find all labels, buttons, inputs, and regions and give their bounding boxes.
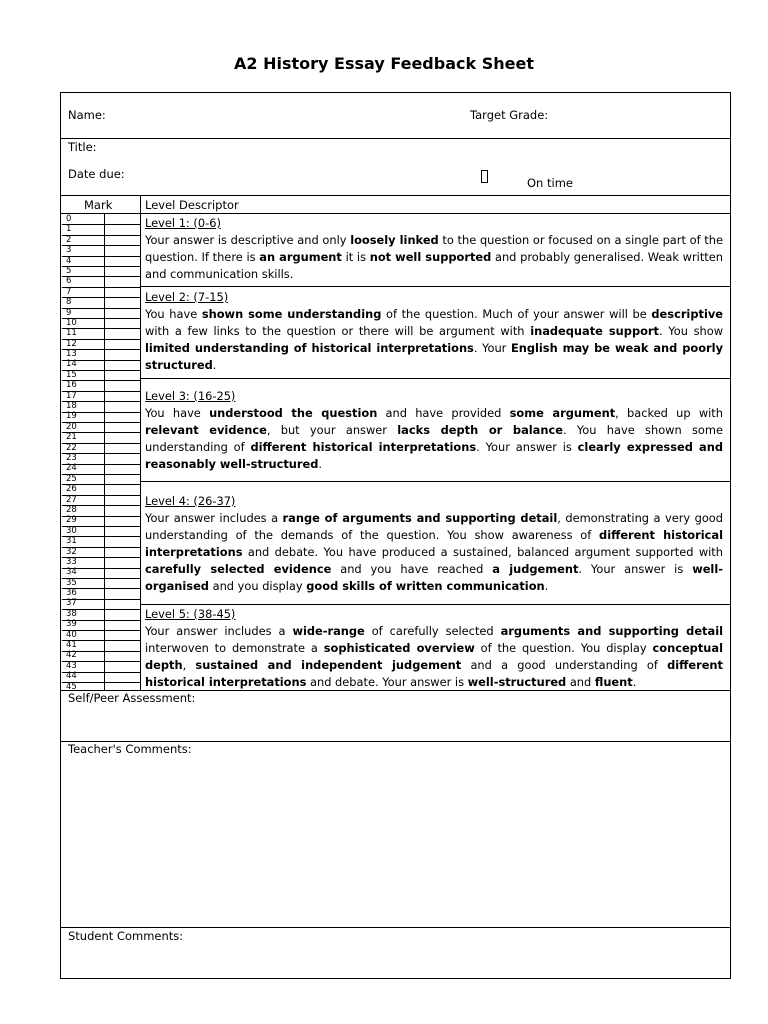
on-time-checkbox[interactable] <box>481 170 488 183</box>
text-segment: . <box>318 457 323 471</box>
level-heading: Level 3: (16-25) <box>145 389 236 403</box>
key-phrase: different historical interpretations <box>250 440 477 454</box>
mark-10[interactable]: 10 <box>66 317 77 328</box>
mark-17[interactable]: 17 <box>66 390 77 401</box>
mark-0[interactable]: 0 <box>66 214 72 224</box>
mark-list <box>66 214 104 692</box>
mark-34[interactable]: 34 <box>66 567 77 578</box>
key-phrase: fluent <box>594 675 633 689</box>
mark-4[interactable]: 4 <box>66 255 72 266</box>
target-grade-label: Target Grade: <box>470 108 549 122</box>
level-divider <box>140 481 731 482</box>
key-phrase: shown some understanding <box>201 307 382 321</box>
key-phrase: loosely linked <box>350 233 439 247</box>
mark-26[interactable]: 26 <box>66 484 77 495</box>
mark-41[interactable]: 41 <box>66 640 77 651</box>
mark-2[interactable]: 2 <box>66 234 72 245</box>
level-text <box>145 510 723 595</box>
mark-18[interactable]: 18 <box>66 401 77 412</box>
date-due-label: Date due: <box>68 167 125 181</box>
key-phrase: not well supported <box>369 250 492 264</box>
level-4-descriptor <box>145 493 723 595</box>
key-phrase: range of arguments and supporting detail <box>282 511 558 525</box>
level-descriptor-header: Level Descriptor <box>145 198 239 212</box>
level-text <box>145 405 723 473</box>
mark-11[interactable]: 11 <box>66 328 77 339</box>
mark-25[interactable]: 25 <box>66 473 77 484</box>
mark-33[interactable]: 33 <box>66 556 77 567</box>
key-phrase: well-structured <box>467 675 567 689</box>
text-segment: of the question. Much of your answer will be <box>381 307 652 321</box>
level-heading: Level 1: (0-6) <box>145 216 221 230</box>
text-segment: . You show <box>659 324 724 338</box>
level-heading: Level 2: (7-15) <box>145 290 229 304</box>
divider <box>60 927 731 928</box>
key-phrase: inadequate support <box>530 324 659 338</box>
key-phrase: lacks depth or balance <box>397 423 563 437</box>
level-text <box>145 306 723 374</box>
mark-13[interactable]: 13 <box>66 349 77 360</box>
mark-32[interactable]: 32 <box>66 546 77 557</box>
text-segment: , <box>182 658 196 672</box>
mark-31[interactable]: 31 <box>66 536 77 547</box>
mark-43[interactable]: 43 <box>66 660 77 671</box>
text-segment: , backed up with <box>615 406 723 420</box>
mark-40[interactable]: 40 <box>66 629 77 640</box>
level-divider <box>140 378 731 379</box>
text-segment: . Your answer is <box>578 562 693 576</box>
level-divider <box>140 286 731 287</box>
level-text <box>145 623 723 691</box>
mark-19[interactable]: 19 <box>66 411 77 422</box>
key-phrase: understood the question <box>209 406 378 420</box>
mark-12[interactable]: 12 <box>66 338 77 349</box>
mark-30[interactable]: 30 <box>66 525 77 536</box>
text-segment: and debate. Your answer is <box>306 675 468 689</box>
key-phrase: an argument <box>259 250 342 264</box>
mark-24[interactable]: 24 <box>66 463 77 474</box>
key-phrase: sophisticated overview <box>323 641 475 655</box>
mark-1[interactable]: 1 <box>66 224 72 235</box>
text-segment: and have provided <box>377 406 510 420</box>
text-segment: , demonstrating a very good understanding of the demands of the question. You show awareness of <box>145 511 723 542</box>
mark-14[interactable]: 14 <box>66 359 77 370</box>
mark-39[interactable]: 39 <box>66 619 77 630</box>
teachers-comments-label: Teacher's Comments: <box>68 742 192 756</box>
text-segment: , but your answer <box>266 423 398 437</box>
mark-15[interactable]: 15 <box>66 369 77 380</box>
mark-16[interactable]: 16 <box>66 380 77 391</box>
text-segment: . <box>632 675 637 689</box>
text-segment: . Your answer is <box>476 440 578 454</box>
key-phrase: well-organised <box>145 562 723 593</box>
text-segment: to the question or focused on a single part of the question. If there is <box>145 233 724 264</box>
level-3-descriptor <box>145 388 723 473</box>
mark-45[interactable]: 45 <box>66 681 77 692</box>
key-phrase: a judgement <box>492 562 579 576</box>
mark-22[interactable]: 22 <box>66 442 77 453</box>
text-segment: Your answer includes a <box>145 624 293 638</box>
page-title: A2 History Essay Feedback Sheet <box>234 54 534 73</box>
mark-9[interactable]: 9 <box>66 307 72 318</box>
text-segment: . Your <box>473 341 511 355</box>
key-phrase: descriptive <box>651 307 723 321</box>
mark-42[interactable]: 42 <box>66 650 77 661</box>
mark-7[interactable]: 7 <box>66 286 72 297</box>
level-heading: Level 5: (38-45) <box>145 607 236 621</box>
mark-6[interactable]: 6 <box>66 276 72 287</box>
level-heading: Level 4: (26-37) <box>145 494 236 508</box>
text-segment: . You have shown some understanding of <box>145 423 723 454</box>
text-segment: interwoven to demonstrate a <box>145 641 324 655</box>
key-phrase: relevant evidence <box>145 423 267 437</box>
text-segment: and you display <box>208 579 307 593</box>
self-peer-assessment-label: Self/Peer Assessment: <box>68 691 196 705</box>
text-segment: . <box>212 358 217 372</box>
text-segment: and you have reached <box>331 562 493 576</box>
text-segment: of the question. You display <box>474 641 653 655</box>
text-segment: . <box>544 579 549 593</box>
student-comments-label: Student Comments: <box>68 929 184 943</box>
text-segment: of carefully selected <box>364 624 501 638</box>
mark-37[interactable]: 37 <box>66 598 77 609</box>
mark-20[interactable]: 20 <box>66 421 77 432</box>
level-text <box>145 232 723 283</box>
mark-8[interactable]: 8 <box>66 297 72 308</box>
text-segment: You have <box>145 307 202 321</box>
key-phrase: sustained and independent judgement <box>195 658 462 672</box>
text-segment: Your answer includes a <box>145 511 283 525</box>
mark-27[interactable]: 27 <box>66 494 77 505</box>
level-2-descriptor <box>145 289 723 374</box>
text-segment: and <box>566 675 595 689</box>
mark-44[interactable]: 44 <box>66 671 77 682</box>
key-phrase: clearly expressed and reasonably well-structured <box>145 440 723 471</box>
mark-29[interactable]: 29 <box>66 515 77 526</box>
column-divider <box>140 195 141 691</box>
mark-35[interactable]: 35 <box>66 577 77 588</box>
key-phrase: different historical interpretations <box>145 658 723 689</box>
mark-28[interactable]: 28 <box>66 504 77 515</box>
key-phrase: good skills of written communication <box>306 579 545 593</box>
mark-23[interactable]: 23 <box>66 452 77 463</box>
key-phrase: some argument <box>509 406 616 420</box>
key-phrase: conceptual depth <box>145 641 723 672</box>
key-phrase: English may be weak and poorly structured <box>145 341 723 372</box>
text-segment: and probably generalised. Weak written and communication skills. <box>145 250 723 281</box>
key-phrase: arguments and supporting detail <box>500 624 724 638</box>
divider <box>60 213 731 214</box>
essay-title-label: Title: <box>68 140 97 154</box>
key-phrase: wide-range <box>292 624 365 638</box>
text-segment: Your answer is descriptive and only <box>145 233 351 247</box>
divider <box>60 195 731 196</box>
text-segment: and a good understanding of <box>461 658 668 672</box>
text-segment: You have <box>145 406 210 420</box>
key-phrase: limited understanding of historical interpretations <box>145 341 474 355</box>
key-phrase: different historical interpretations <box>145 528 723 559</box>
level-1-descriptor <box>145 215 723 283</box>
level-5-descriptor <box>145 606 723 691</box>
mark-21[interactable]: 21 <box>66 432 77 443</box>
level-divider <box>140 604 731 605</box>
mark-36[interactable]: 36 <box>66 588 77 599</box>
name-label: Name: <box>68 108 106 122</box>
text-segment: it is <box>341 250 370 264</box>
text-segment: with a few links to the question or there will be argument with <box>145 324 531 338</box>
mark-38[interactable]: 38 <box>66 608 77 619</box>
key-phrase: carefully selected evidence <box>145 562 332 576</box>
mark-column-header: Mark <box>84 198 113 212</box>
on-time-label: On time <box>527 176 573 190</box>
divider <box>60 138 731 139</box>
mark-5[interactable]: 5 <box>66 265 72 276</box>
mark-3[interactable]: 3 <box>66 245 72 256</box>
text-segment: and debate. You have produced a sustained, balanced argument supported with <box>242 545 723 559</box>
